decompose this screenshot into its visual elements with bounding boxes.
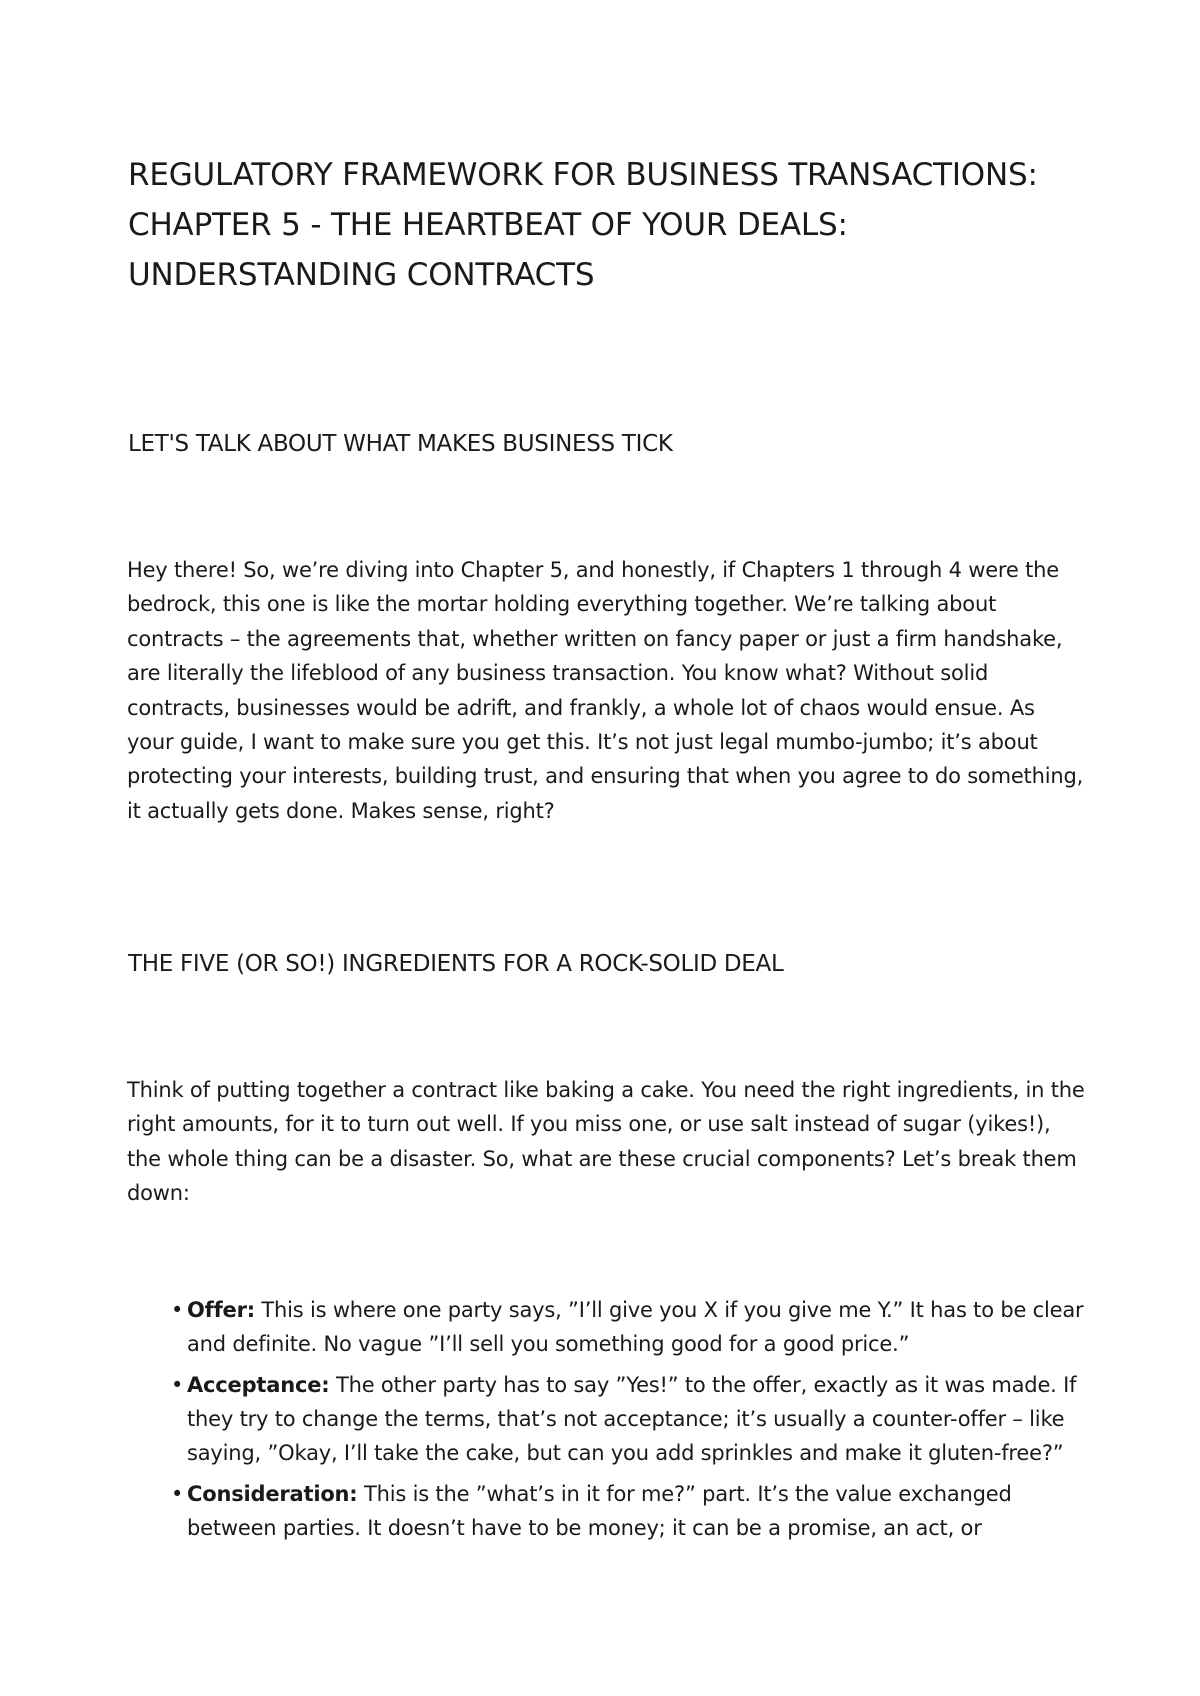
list-item-offer [0, 1293, 1087, 1361]
term-consideration: Consideration: [187, 1482, 358, 1506]
definition-offer: This is where one party says, ”I’ll give you X if you give me Y.” It has to be clear and definite. No vague ”I’ll sell you something good for a good price.” [187, 1298, 1084, 1356]
term-offer: Offer: [187, 1298, 255, 1322]
bullet-icon: • [171, 1482, 184, 1506]
ingredients-list [0, 1293, 1200, 1552]
definition-consideration: This is the ”what’s in it for me?” part. It’s the value exchanged between parties. It doesn’t have to be money; it can be a promise, an act, or [187, 1482, 1012, 1540]
intro-paragraph: Hey there! So, we’re diving into Chapter 5, and honestly, if Chapters 1 through 4 were the bedrock, this one is like the mortar holding everything together. We’re talking about contracts – the agreements that, whether written on fancy paper or just a firm handshake, are literally the lifeblood of any business transaction. You know what? Without solid contracts, businesses would be adrift, and frankly, a whole lot of chaos would ensue. As your guide, I want to make sure you get this. It’s not just legal mumbo-jumbo; it’s about protecting your interests, building trust, and ensuring that when you agree to do something, it actually gets done. Makes sense, right? [127, 558, 1084, 823]
document-title: REGULATORY FRAMEWORK FOR BUSINESS TRANSACTIONS: CHAPTER 5 - THE HEARTBEAT OF YOUR DEALS: UNDERSTANDING CONTRACTS [128, 157, 1038, 293]
definition-acceptance: The other party has to say ”Yes!” to the offer, exactly as it was made. If they try to change the terms, that’s not acceptance; it’s usually a counter-offer – like saying, ”Okay, I’ll take the cake, but can you add sprinkles and make it gluten-free?” [187, 1373, 1077, 1465]
section-heading-business-tick: LET'S TALK ABOUT WHAT MAKES BUSINESS TICK [128, 431, 673, 457]
section-heading-ingredients: THE FIVE (OR SO!) INGREDIENTS FOR A ROCK-SOLID DEAL [128, 951, 784, 977]
ingredients-paragraph: Think of putting together a contract like baking a cake. You need the right ingredients, in the right amounts, for it to turn out well. If you miss one, or use salt instead of sugar (yikes!), the whole thing can be a disaster. So, what are these crucial components? Let’s break them down: [127, 1078, 1085, 1206]
bullet-icon: • [171, 1298, 184, 1322]
term-acceptance: Acceptance: [187, 1373, 330, 1397]
list-item-acceptance [0, 1368, 1087, 1470]
bullet-icon: • [171, 1373, 184, 1397]
list-item-consideration [0, 1477, 1087, 1545]
